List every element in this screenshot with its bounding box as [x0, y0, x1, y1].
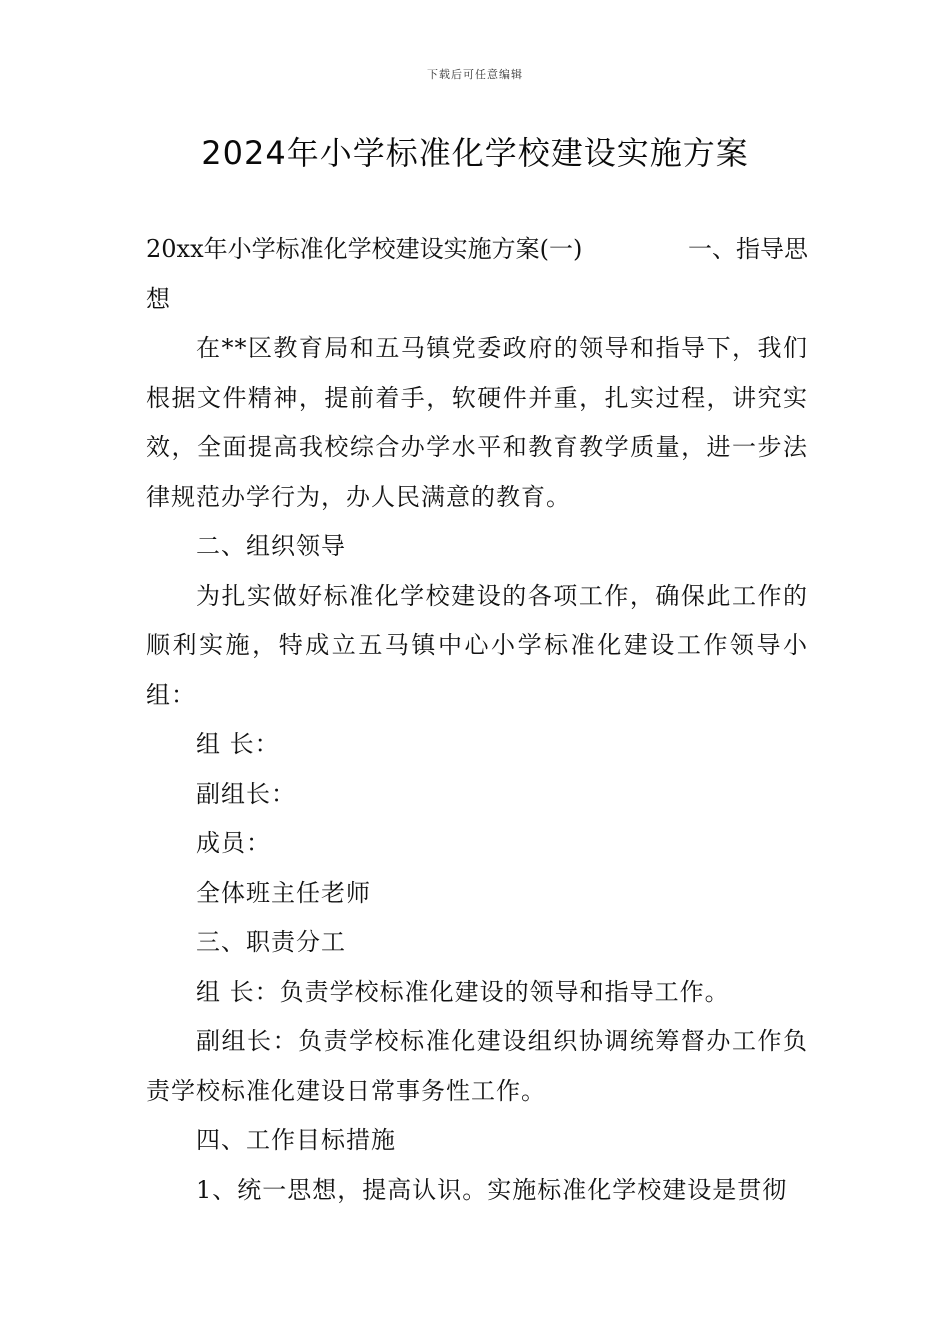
deputy-leader-line: 副组长： — [196, 779, 296, 808]
members-list: 全体班主任老师 — [196, 878, 371, 907]
section-heading-duties: 三、职责分工 — [196, 928, 346, 956]
header-note: 下载后可任意编辑 — [427, 68, 523, 81]
section-heading-guiding-thought: 一、指导思 — [688, 235, 808, 263]
goal-item-1: 1、统一思想，提高认识。实施标准化学校建设是贯彻 — [196, 1175, 788, 1204]
leader-duty: 组 长：负责学校标准化建设的领导和指导工作。 — [196, 977, 730, 1006]
leader-line: 组 长： — [196, 730, 280, 758]
paragraph-organization: 为扎实做好标准化学校建设的各项工作，确保此工作的顺利实施，特成立五马镇中心小学标准化建设工作领导小组： — [146, 581, 808, 709]
section-heading-goals: 四、工作目标措施 — [196, 1126, 396, 1154]
paragraph-guiding-thought: 在**区教育局和五马镇党委政府的领导和指导下，我们根据文件精神，提前着手，软硬件并重，扎实过程，讲究实效，全面提高我校综合办学水平和教育教学质量，进一步法律规范办学行为，办人民满意的教育。 — [146, 334, 808, 511]
intro-continuation: 想 — [146, 284, 171, 313]
section-heading-organization: 二、组织领导 — [196, 532, 346, 560]
intro-heading: 20xx年小学标准化学校建设实施方案(一) — [146, 235, 583, 263]
members-line: 成员： — [196, 829, 271, 857]
intro-line — [146, 225, 808, 275]
document-body — [146, 225, 808, 1215]
deputy-leader-duty: 副组长：负责学校标准化建设组织协调统筹督办工作负责学校标准化建设日常事务性工作。 — [146, 1027, 808, 1105]
document-title: 2024年小学标准化学校建设实施方案 — [201, 134, 749, 172]
